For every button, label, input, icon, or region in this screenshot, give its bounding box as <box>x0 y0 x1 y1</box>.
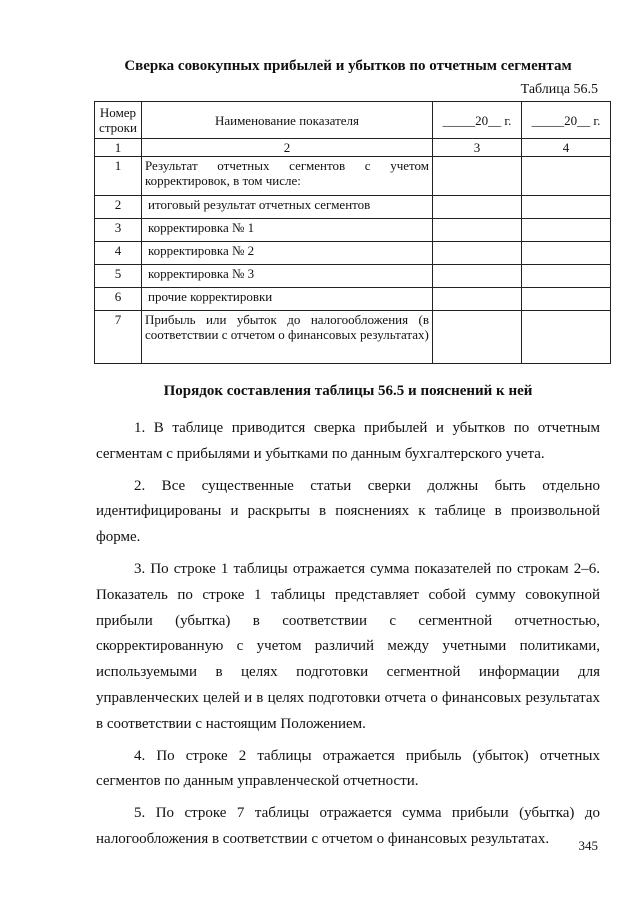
value-cell <box>522 219 611 242</box>
value-cell <box>522 157 611 196</box>
index-cell: 4 <box>522 139 611 157</box>
header-row-number: Номер строки <box>95 102 142 139</box>
row-number: 7 <box>95 311 142 364</box>
row-number: 5 <box>95 265 142 288</box>
header-indicator: Наименование показателя <box>142 102 433 139</box>
value-cell <box>433 157 522 196</box>
table-index-row <box>95 139 611 157</box>
row-number: 4 <box>95 242 142 265</box>
table-row <box>95 242 611 265</box>
header-period-2: _____20__ г. <box>522 102 611 139</box>
row-indicator: корректировка № 2 <box>142 242 433 265</box>
value-cell <box>433 196 522 219</box>
body-text <box>96 416 600 859</box>
reconciliation-table <box>94 101 611 364</box>
value-cell <box>433 219 522 242</box>
paragraph: 1. В таблице приводится сверка прибылей и убытков по отчетным сегментам с прибылями и убытками по данным бухгалтерского учета. <box>96 420 600 462</box>
value-cell <box>522 288 611 311</box>
value-cell <box>433 242 522 265</box>
value-cell <box>522 196 611 219</box>
header-period-1: _____20__ г. <box>433 102 522 139</box>
page-number: 345 <box>578 838 598 853</box>
table-row <box>95 219 611 242</box>
row-indicator: итоговый результат отчетных сегментов <box>142 196 433 219</box>
row-indicator: Результат отчетных сегментов с учетом корректировок, в том числе: <box>142 157 433 196</box>
row-indicator: Прибыль или убыток до налогообложения (в соответствии с отчетом о финансовых результатах) <box>142 311 433 364</box>
value-cell <box>522 265 611 288</box>
paragraph: 3. По строке 1 таблицы отражается сумма показателей по строкам 2–6. Показатель по строке 1 таблицы представляет собой сумму совокупной прибыли (убытка) в соответствии с сегментной отчетностью, скорректированную с учетом различий между учетными политиками, используемыми в целях подготовки сегментной информации для управленческих целей и в целях подготовки отчета о финансовых результатах в соответствии с настоящим Положением. <box>96 560 600 732</box>
row-number: 1 <box>95 157 142 196</box>
page-title: Сверка совокупных прибылей и убытков по отчетным сегментам <box>124 58 572 74</box>
index-cell: 1 <box>95 139 142 157</box>
paragraph: 4. По строке 2 таблицы отражается прибыль (убыток) отчетных сегментов по данным управленческой отчетности. <box>96 747 600 790</box>
section-heading: Порядок составления таблицы 56.5 и пояснений к ней <box>163 383 533 399</box>
paragraph: 5. По строке 7 таблицы отражается сумма прибыли (убытка) до налогообложения в соответствии с отчетом о финансовых результатах. <box>96 805 600 847</box>
table-row <box>95 311 611 364</box>
table-row <box>95 288 611 311</box>
table-row <box>95 157 611 196</box>
table-header-row <box>95 102 611 139</box>
paragraph: 2. Все существенные статьи сверки должны быть отдельно идентифицированы и раскрыты в пояснениях к таблице в произвольной форме. <box>96 477 600 546</box>
value-cell <box>522 242 611 265</box>
index-cell: 2 <box>142 139 433 157</box>
row-indicator: корректировка № 1 <box>142 219 433 242</box>
row-indicator: прочие корректировки <box>142 288 433 311</box>
value-cell <box>433 265 522 288</box>
row-number: 3 <box>95 219 142 242</box>
index-cell: 3 <box>433 139 522 157</box>
value-cell <box>433 311 522 364</box>
value-cell <box>522 311 611 364</box>
table-row <box>95 265 611 288</box>
value-cell <box>433 288 522 311</box>
row-indicator: корректировка № 3 <box>142 265 433 288</box>
row-number: 6 <box>95 288 142 311</box>
table-label: Таблица 56.5 <box>520 82 598 97</box>
table-row <box>95 196 611 219</box>
row-number: 2 <box>95 196 142 219</box>
